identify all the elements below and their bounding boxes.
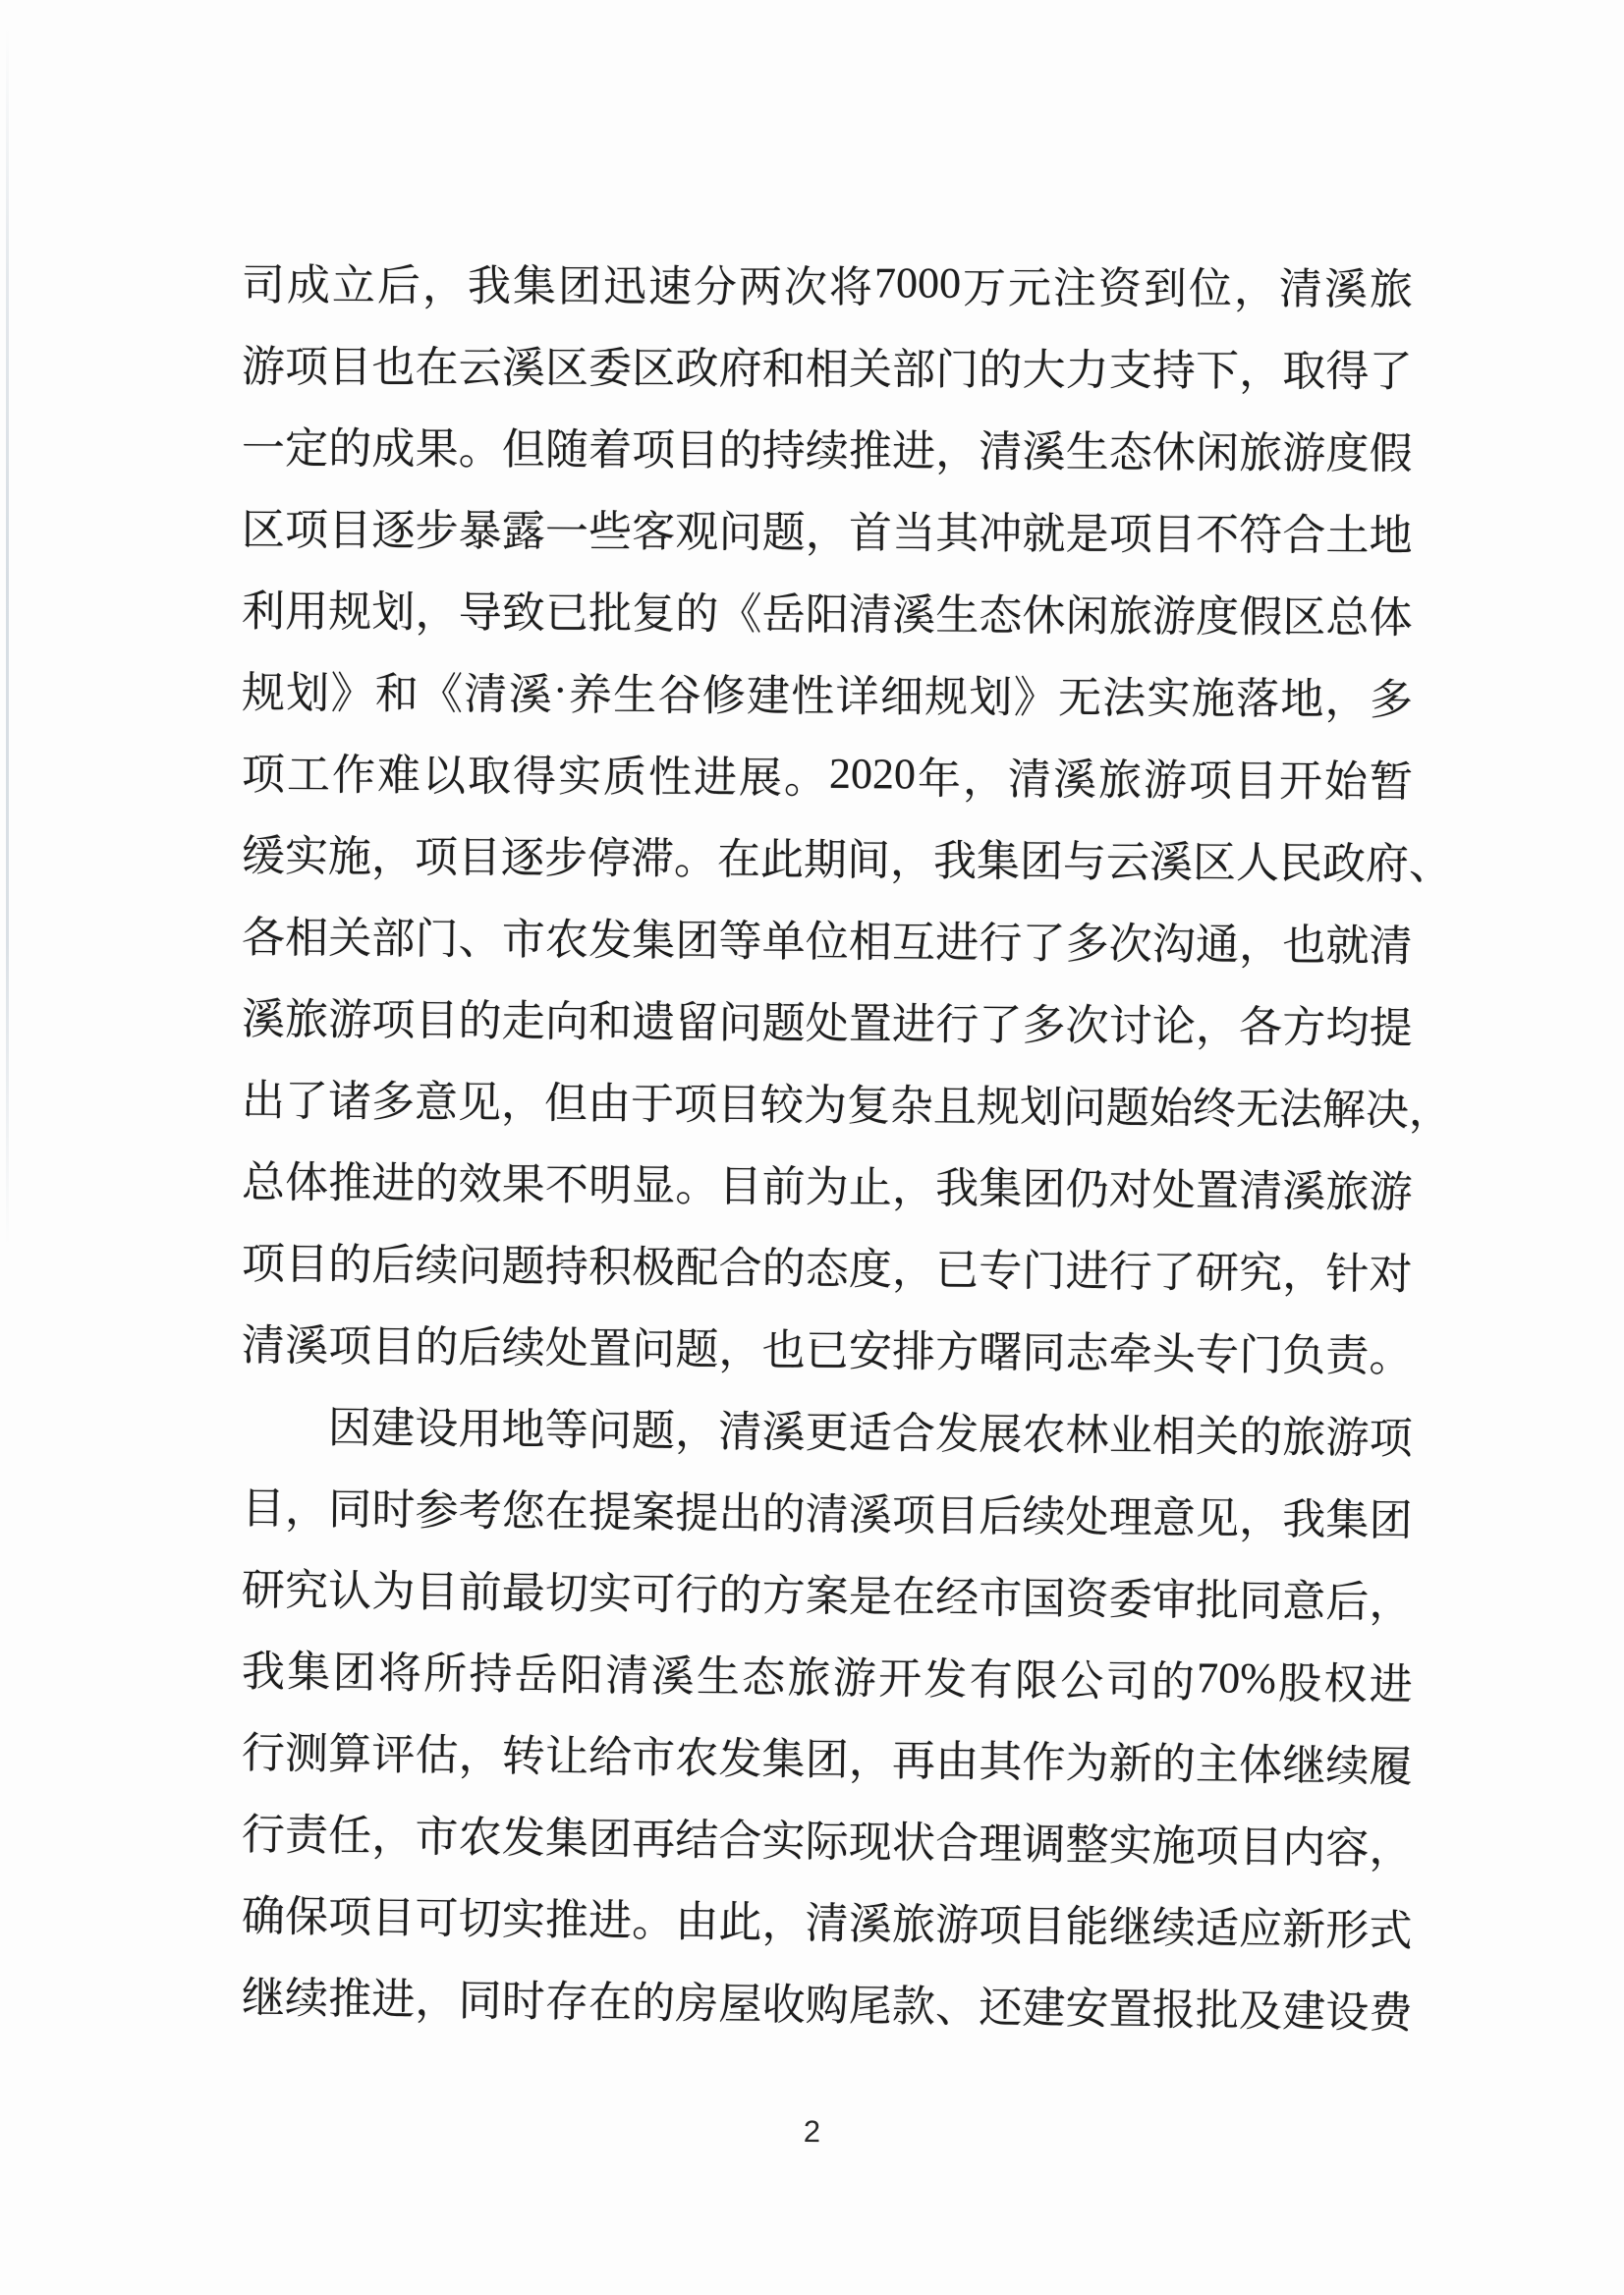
scan-edge-artifact [6,28,9,1246]
text-line: 溪 旅 游 项 目 的 走 向 和 遗 留 问 题 处 置 进 行 了 多 次 讨 论 ， 各 方 均 提 [241,994,1413,1052]
text-line: 行 责 任 ， 市 农 发 集 团 再 结 合 实 际 现 状 合 理 调 整 实 施 项 目 内 容 ， [241,1810,1413,1874]
text-line: 继 续 推 进 ， 同 时 存 在 的 房 屋 收 购 尾 款 、 还 建 安 置 报 批 及 建 设 费 [241,1973,1413,2038]
text-line: 一 定 的 成 果 。 但 随 着 项 目 的 持 续 推 进 ， 清 溪 生 态 休 闲 旅 游 度 假 [241,423,1413,478]
text-line: 清 溪 项 目 的 后 续 处 置 问 题 ， 也 已 安 排 方 曙 同 志 牵 头 专 门 负 责 。 [241,1320,1413,1381]
text-line: 我 集 团 将 所 持 岳 阳 清 溪 生 态 旅 游 开 发 有 限 公 司 的 70% 股 权 进 [241,1647,1413,1709]
text-line: 利 用 规 划 ， 导 致 已 批 复 的 《 岳 阳 清 溪 生 态 休 闲 旅 游 度 假 区 总 体 [241,587,1413,643]
page-number: 2 [803,2113,821,2150]
text-line: 出 了 诸 多 意 见 ， 但 由 于 项 目 较 为 复 杂 且 规 划 问 题 始 终 无 法 解 决 ， [241,1076,1453,1135]
text-line: 研 究 认 为 目 前 最 切 实 可 行 的 方 案 是 在 经 市 国 资 委 审 批 同 意 后 ， [241,1565,1413,1627]
text-line: 总 体 推 进 的 效 果 不 明 显 。 目 前 为 止 ， 我 集 团 仍 对 处 置 清 溪 旅 游 [241,1157,1413,1217]
text-line: 各 相 关 部 门 、 市 农 发 集 团 等 单 位 相 互 进 行 了 多 次 沟 通 ， 也 就 清 [241,913,1413,971]
text-line: 因 建 设 用 地 等 问 题 ， 清 溪 更 适 合 发 展 农 林 业 相 关 的 旅 游 项 [327,1403,1413,1463]
text-line: 区 项 目 逐 步 暴 露 一 些 客 观 问 题 ， 首 当 其 冲 就 是 项 目 不 符 合 土 地 [241,505,1413,560]
text-line: 游 项 目 也 在 云 溪 区 委 区 政 府 和 相 关 部 门 的 大 力 支 持 下 ， 取 得 了 [241,342,1413,396]
text-line: 项 工 作 难 以 取 得 实 质 性 进 展 。 2020 年 ， 清 溪 旅 游 项 目 开 始 暂 [241,749,1414,807]
text-line: 项 目 的 后 续 问 题 持 积 极 配 合 的 态 度 ， 已 专 门 进 行 了 研 究 ， 针 对 [241,1239,1413,1299]
text-line: 司 成 立 后 ， 我 集 团 迅 速 分 两 次 将 7000 万 元 注 资 到 位 ， 清 溪 旅 [241,258,1414,314]
text-line: 缓 实 施 ， 项 目 逐 步 停 滞 。 在 此 期 间 ， 我 集 团 与 云 溪 区 人 民 政 府 、 [241,831,1453,889]
text-line: 目 ， 同 时 参 考 您 在 提 案 提 出 的 清 溪 项 目 后 续 处 理 意 见 ， 我 集 团 [241,1483,1413,1545]
text-line: 确 保 项 目 可 切 实 推 进 。 由 此 ， 清 溪 旅 游 项 目 能 继 续 适 应 新 形 式 [241,1891,1413,1955]
text-line: 规 划 》 和 《 清 溪 · 养 生 谷 修 建 性 详 细 规 划 》 无 法 实 施 落 地 ， 多 [241,665,1414,724]
text-line: 行 测 算 评 估 ， 转 让 给 市 农 发 集 团 ， 再 由 其 作 为 新 的 主 体 继 续 履 [241,1728,1413,1791]
letter-body-text [241,240,1453,2038]
